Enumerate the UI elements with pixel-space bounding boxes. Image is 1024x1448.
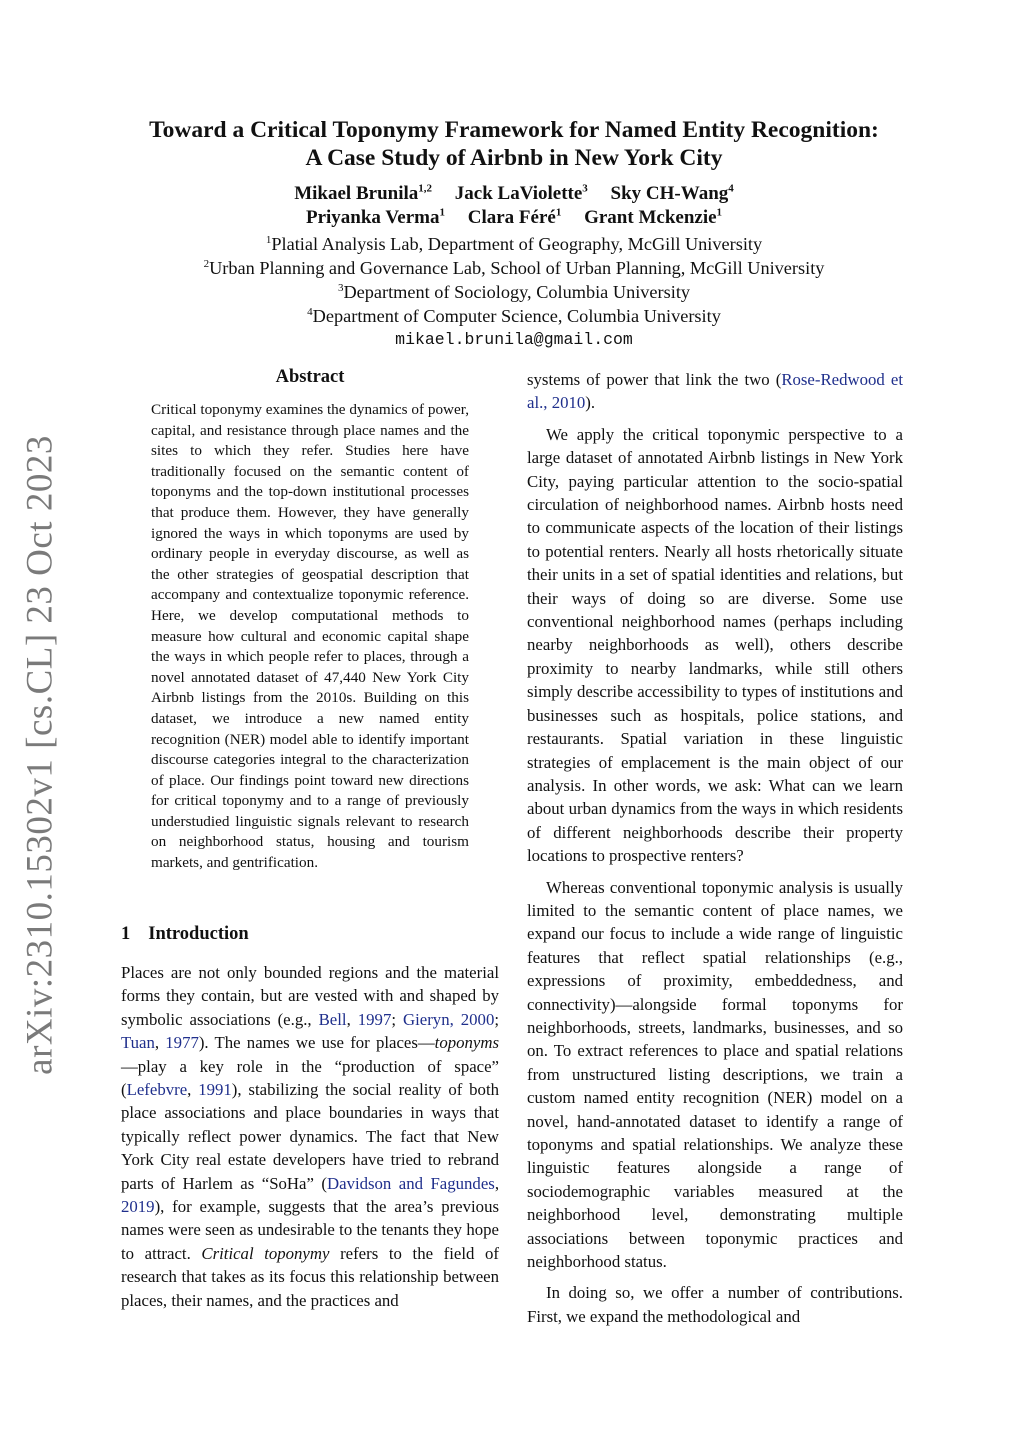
paragraph: systems of power that link the two (Rose-Redwood et al., 2010).: [527, 370, 903, 413]
author-list: [100, 182, 928, 230]
citation-link[interactable]: 1991: [198, 1080, 232, 1100]
paper-title: [100, 116, 928, 172]
paragraph: In doing so, we offer a number of contributions. First, we expand the methodological and: [527, 1283, 903, 1326]
citation-link[interactable]: 1997: [357, 1009, 392, 1029]
contact-email[interactable]: mikael.brunila@gmail.com: [395, 330, 633, 349]
title-line-1: Toward a Critical Toponymy Framework for Named Entity Recognition:: [149, 117, 879, 143]
right-column: [527, 368, 903, 1328]
arxiv-sidebar-stamp: [10, 435, 70, 1075]
author: Priyanka Verma$^1$: [305, 206, 445, 228]
affiliation-line: $^2$Urban Planning and Governance Lab, School of Urban Planning, McGill University: [203, 257, 825, 278]
citation-link[interactable]: 1977: [165, 1033, 199, 1053]
citation-link[interactable]: Bell: [318, 1009, 347, 1029]
author: Sky CH-Wang$^4$: [610, 182, 734, 204]
abstract-body: Critical toponymy examines the dynamics of power, capital, and resistance through place names and the sites to which they refer. Studies here have traditionally focused on the semantic content of toponyms and the top-down institutional processes that produce them. However, they have generally ignored the ways in which toponyms are used by ordinary people in everyday discourse, as well as the other strategies of geospatial description that accompany and contextualize toponymic reference. Here, we develop computational methods to measure how cultural and economic capital shape the ways in which people refer to places, through a novel annotated dataset of 47,440 New York City Airbnb listings from the 2010s. Building on this dataset, we introduce a new named entity recognition (NER) model able to identify important discourse categories integral to the characterization of place. Our findings point toward new directions for critical toponymy and to a range of previously understudied linguistic signals relevant to research on neighborhood status, housing and tourism markets, and gentrification.: [151, 401, 469, 872]
section-heading-introduction: [121, 924, 501, 945]
paragraph: Whereas conventional toponymic analysis is usually limited to the semantic content of place names, we expand our focus to include a wide range of linguistic features that reflect spatial relationships (e.g., expressions of proximity, embeddedness, and connectivity)—alongside formal toponyms for neighborhoods, streets, landmarks, businesses, and so on. To extract references to place and spatial relations from unstructured listing descriptions, we train a custom named entity recognition (NER) model on a novel, hand-annotated dataset to identify a range of toponyms and spatial relationships. We analyze these linguistic features alongside a range of sociodemographic variables measured at the neighborhood level, demonstrating multiple associations between toponymic practices and neighborhood status.: [527, 877, 903, 1272]
author: Mikael Brunila$^{1,2}$: [294, 182, 433, 204]
author: Grant Mckenzie$^1$: [584, 206, 723, 228]
paragraph: We apply the critical toponymic perspective to a large dataset of annotated Airbnb listings in New York City, paying particular attention to the socio-spatial circulation of neighborhood names. Airbnb hosts need to communicate aspects of the location of their listings to potential renters. Nearly all hosts rhetorically situate their units in a set of spatial identities and relations, but their ways of doing so are diverse. Some use conventional neighborhood names (perhaps including nearby neighborhoods as well), others describe proximity to nearby landmarks, while still others simply describe accessibility to types of institutions and businesses such as hospitals, police stations, and restaurants. Spatial variation in these linguistic strategies of emplacement is the main object of our analysis. In other words, we ask: What can we learn about urban dynamics from the ways in which residents of different neighborhoods describe their property locations to prospective renters?: [527, 424, 903, 866]
author: Jack LaViolette$^3$: [454, 182, 588, 204]
title-line-2: A Case Study of Airbnb in New York City: [305, 145, 723, 171]
affiliations: [100, 232, 928, 352]
citation-link[interactable]: 2019: [121, 1197, 155, 1217]
affiliation-line: $^4$Department of Computer Science, Columbia University: [307, 305, 721, 326]
citation-link[interactable]: Tuan: [121, 1033, 155, 1053]
paragraph: Places are not only bounded regions and the material forms they contain, but are vested with and shaped by symbolic associations (e.g., Bell, 1997; Gieryn, 2000; Tuan, 1977). The names we use for places—toponyms—play a key role in the “production of space” (Lefebvre, 1991), stabilizing the social reality of both place associations and place boundaries in ways that typically reflect power dynamics. The fact that New York City real estate developers have tried to rebrand parts of Harlem as “SoHa” (Davidson and Fagundes, 2019), for example, suggests that the area’s previous names were seen as undesirable to the tenants they hope to attract. Critical toponymy refers to the field of research that takes as its focus this relationship between places, their names, and the practices and: [121, 963, 500, 1310]
affiliation-line: $^3$Department of Sociology, Columbia University: [337, 281, 691, 302]
citation-link[interactable]: Lefebvre: [126, 1080, 188, 1100]
citation-link[interactable]: Rose-Redwood et al., 2010: [527, 370, 903, 413]
section-number: 1: [121, 924, 131, 944]
citation-link[interactable]: Davidson and Fagundes: [327, 1173, 495, 1193]
author: Clara Féré$^1$: [467, 206, 562, 228]
arxiv-id-text: arXiv:2310.15302v1 [cs.CL] 23 Oct 2023: [19, 435, 61, 1075]
abstract-heading: Abstract: [275, 367, 345, 387]
section-title: Introduction: [148, 924, 249, 944]
introduction-left-column: [121, 961, 499, 1312]
affiliation-line: $^1$Platial Analysis Lab, Department of Geography, McGill University: [265, 233, 763, 254]
citation-link[interactable]: Gieryn, 2000: [402, 1009, 495, 1029]
